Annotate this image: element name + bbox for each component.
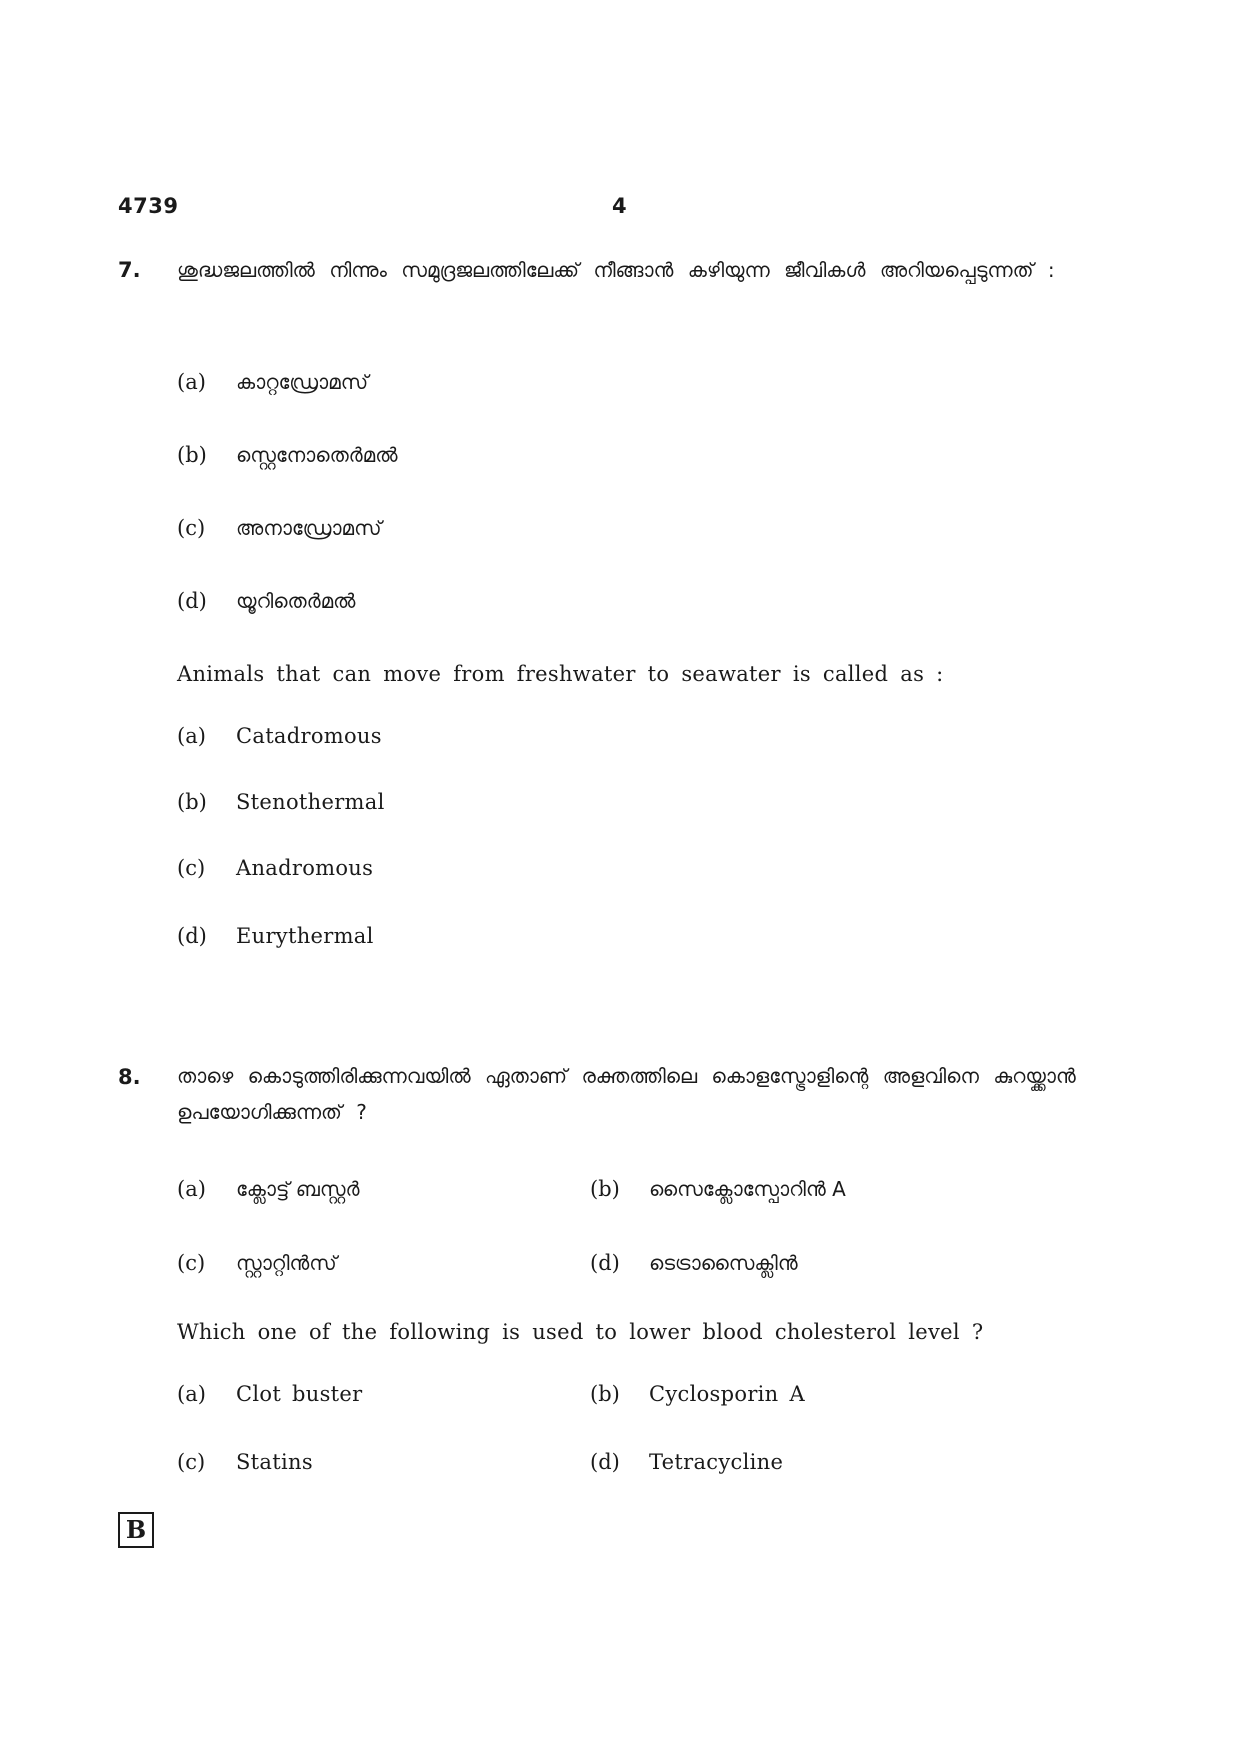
booklet-code: 4739 (118, 194, 179, 218)
q8-ml-option-a (177, 1177, 359, 1201)
option-text: Eurythermal (236, 924, 374, 948)
q7-ml-option-b (177, 443, 398, 467)
option-text: സ്റ്റെനോതെർമൽ (236, 443, 398, 467)
option-text: സ്റ്റാറ്റിൻസ് (236, 1251, 337, 1275)
option-label: (b) (590, 1177, 620, 1201)
page-number: 4 (612, 194, 627, 218)
option-label: (d) (177, 589, 207, 613)
option-label: (a) (177, 370, 206, 394)
q8-en-option-c (177, 1450, 313, 1474)
q7-en-option-b (177, 790, 385, 814)
option-text: Anadromous (236, 856, 374, 880)
question-8-number: 8. (118, 1065, 141, 1089)
question-7-stem-malayalam: ശുദ്ധജലത്തിൽ നിന്നും സമുദ്രജലത്തിലേക്ക് നീങ്ങാൻ കഴിയുന്ന ജീവികൾ അറിയപ്പെടുന്നത് : (177, 258, 1055, 282)
option-label: (c) (177, 1450, 206, 1474)
option-label: (b) (590, 1382, 620, 1406)
q7-ml-option-d (177, 589, 355, 613)
option-text: Cyclosporin A (649, 1382, 805, 1406)
question-8-stem-malayalam: താഴെ കൊടുത്തിരിക്കുന്നവയിൽ ഏതാണ് രക്തത്തിലെ കൊളസ്ട്രോളിന്റെ അളവിനെ കുറയ്ക്കാൻ ഉപയോഗിക്കുന്നത് ? (177, 1064, 1076, 1124)
option-label: (d) (177, 924, 207, 948)
option-text: യൂറിതെർമൽ (236, 589, 356, 613)
option-text: Catadromous (236, 724, 382, 748)
question-7-stem-english: Animals that can move from freshwater to seawater is called as : (177, 662, 944, 686)
option-text: ടെട്രാസൈക്ലിൻ (649, 1251, 798, 1275)
option-text: ക്ലോട്ട് ബസ്റ്റർ (236, 1177, 360, 1201)
option-label: (a) (177, 724, 206, 748)
q7-en-option-c (177, 856, 373, 880)
q7-ml-option-a (177, 370, 368, 394)
option-label: (c) (177, 516, 206, 540)
q7-en-option-a (177, 724, 382, 748)
question-8-stem-english: Which one of the following is used to lower blood cholesterol level ? (177, 1320, 984, 1344)
option-text: Stenothermal (236, 790, 385, 814)
option-label: (a) (177, 1382, 206, 1406)
q8-en-option-a (177, 1382, 363, 1406)
q7-en-option-d (177, 924, 374, 948)
question-7-number: 7. (118, 258, 141, 282)
option-label: (c) (177, 856, 206, 880)
option-text: Clot buster (236, 1382, 363, 1406)
q8-en-option-b (590, 1382, 805, 1406)
option-text: സൈക്ലോസ്പോറിൻ A (649, 1177, 846, 1201)
option-text: Statins (236, 1450, 313, 1474)
question-series-badge: B (118, 1512, 154, 1548)
option-label: (c) (177, 1251, 206, 1275)
q8-ml-option-c (177, 1251, 337, 1275)
option-label: (a) (177, 1177, 206, 1201)
option-text: അനാഡ്രോമസ് (236, 516, 382, 540)
option-label: (d) (590, 1251, 620, 1275)
option-label: (d) (590, 1450, 620, 1474)
q8-ml-option-d (590, 1251, 798, 1275)
option-label: (b) (177, 443, 207, 467)
option-text: കാറ്റഡ്രോമസ് (236, 370, 369, 394)
option-text: Tetracycline (649, 1450, 784, 1474)
q7-ml-option-c (177, 516, 382, 540)
option-label: (b) (177, 790, 207, 814)
q8-ml-option-b (590, 1177, 846, 1201)
q8-en-option-d (590, 1450, 783, 1474)
